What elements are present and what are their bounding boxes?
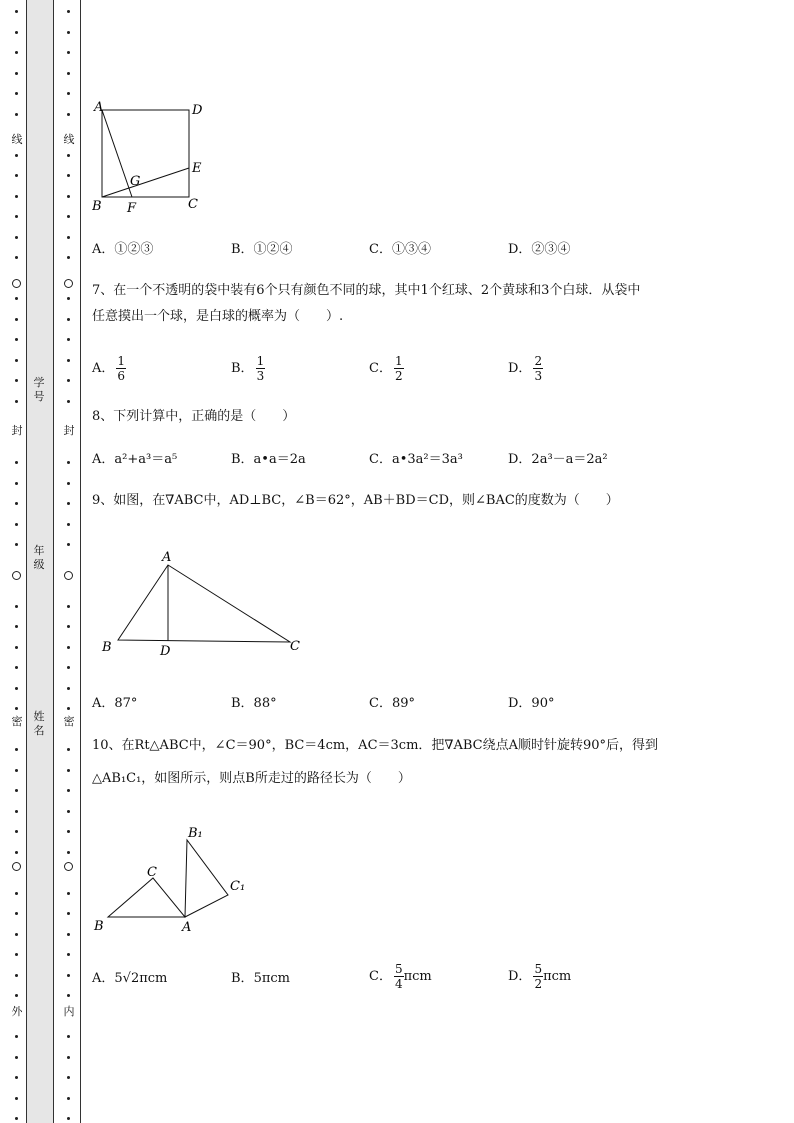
q9-label-b: B: [102, 640, 112, 655]
binding-dot: [15, 892, 18, 895]
binding-dot: [15, 1117, 18, 1120]
binding-dot: [67, 359, 70, 362]
binding-dot: [15, 810, 18, 813]
binding-dot: [67, 338, 70, 341]
q6-option-c[interactable]: C．①③④: [369, 242, 431, 257]
q10-stem-line1: 10、在Rt△ABC中，∠C＝90°，BC＝4cm，AC＝3cm．把∇ABC绕点A顺时针旋转90°后，得到: [92, 738, 659, 753]
q10-options: [92, 962, 772, 1002]
binding-dot: [67, 1056, 70, 1059]
binding-dot: [15, 236, 18, 239]
q10-label-c: C: [147, 865, 157, 880]
binding-dot: [15, 51, 18, 54]
left-label-xian: 线: [11, 133, 23, 146]
binding-dot: [67, 605, 70, 608]
q8-stem: 8、下列计算中，正确的是（ ）: [92, 409, 296, 424]
binding-dot: [67, 851, 70, 854]
binding-dot: [67, 482, 70, 485]
q8-option-a[interactable]: A．a²+a³＝a⁵: [92, 452, 178, 467]
binding-dot: [67, 113, 70, 116]
binding-dot: [67, 1097, 70, 1100]
binding-dot: [67, 195, 70, 198]
binding-dot: [67, 789, 70, 792]
binding-dot: [15, 338, 18, 341]
q9-label-c: C: [290, 639, 300, 654]
q7-stem-line1: 7、在一个不透明的袋中装有6个只有颜色不同的球，其中1个红球、2个黄球和3个白球．从袋中: [92, 283, 641, 298]
q6-label-d: D: [192, 103, 203, 118]
binding-dot: [15, 605, 18, 608]
binding-dot: [15, 933, 18, 936]
binding-dot: [15, 974, 18, 977]
binding-dot: [15, 789, 18, 792]
q6-label-c: C: [188, 197, 198, 212]
binding-dot: [15, 379, 18, 382]
q9-stem: 9、如图，在∇ABC中，AD⊥BC，∠B＝62°，AB＋BD＝CD，则∠BAC的度数为（ ）: [92, 493, 619, 508]
binding-dot: [67, 687, 70, 690]
student-id-label: 学 号: [33, 376, 45, 403]
left-label-wai: 外: [11, 1005, 23, 1018]
q6-label-a: A: [94, 100, 104, 115]
binding-dot: [67, 51, 70, 54]
q6-label-e: E: [192, 161, 202, 176]
binding-dot: [15, 769, 18, 772]
binding-dot: [15, 482, 18, 485]
exam-content: [92, 0, 782, 1123]
binding-dot: [15, 195, 18, 198]
binding-dot: [15, 256, 18, 259]
binding-dot: [67, 543, 70, 546]
binding-dot: [67, 707, 70, 710]
name-label: 姓 名: [33, 710, 45, 737]
left-dot-column: [10, 0, 24, 1123]
binding-dot: [15, 953, 18, 956]
q10-label-b1: B₁: [188, 826, 203, 841]
binding-dot: [67, 502, 70, 505]
q10-label-b: B: [94, 919, 104, 934]
binding-dot: [67, 830, 70, 833]
binding-dot: [15, 174, 18, 177]
q8-option-d[interactable]: D．2a³－a＝2a²: [508, 452, 608, 467]
binding-dot: [67, 461, 70, 464]
binding-dot: [15, 1056, 18, 1059]
binding-dot: [67, 1076, 70, 1079]
binding-hole-icon: [64, 279, 73, 288]
binding-dot: [15, 502, 18, 505]
binding-dot: [15, 543, 18, 546]
left-label-feng: 封: [11, 424, 23, 437]
right-dot-column: [62, 0, 76, 1123]
q9-option-d[interactable]: D．90°: [508, 696, 555, 711]
binding-dot: [67, 256, 70, 259]
binding-dot: [67, 1117, 70, 1120]
binding-dot: [15, 461, 18, 464]
binding-dot: [67, 1035, 70, 1038]
binding-dot: [67, 92, 70, 95]
binding-dot: [67, 666, 70, 669]
binding-dot: [67, 646, 70, 649]
binding-dot: [67, 318, 70, 321]
binding-hole-icon: [64, 571, 73, 580]
binding-dot: [67, 400, 70, 403]
binding-dot: [67, 10, 70, 13]
binding-dot: [15, 297, 18, 300]
binding-dot: [67, 953, 70, 956]
q7-options: [92, 350, 772, 390]
binding-dot: [15, 1097, 18, 1100]
binding-dot: [15, 215, 18, 218]
q10-option-c[interactable]: C． $\frac{5}{4}$ πcm: [369, 962, 432, 991]
q9-label-d: D: [160, 644, 171, 659]
binding-dot: [15, 92, 18, 95]
binding-hole-icon: [12, 279, 21, 288]
binding-dot: [15, 10, 18, 13]
binding-dot: [15, 523, 18, 526]
binding-dot: [67, 892, 70, 895]
binding-dot: [67, 912, 70, 915]
q6-label-f: F: [127, 201, 137, 216]
q6-options: [92, 238, 772, 268]
q10-stem-line2: △AB₁C₁，如图所示，则点B所走过的路径长为（ ）: [92, 771, 411, 786]
binding-dot: [67, 236, 70, 239]
binding-margin: [0, 0, 90, 1123]
q10-option-a[interactable]: A．5√2πcm: [92, 971, 168, 986]
grade-label: 年 级: [33, 544, 45, 571]
q10-rotation-figure: [92, 820, 262, 940]
q8-options: [92, 448, 772, 478]
binding-dot: [67, 769, 70, 772]
q6-label-b: B: [92, 199, 102, 214]
q10-label-c1: C₁: [230, 879, 246, 894]
binding-dot: [15, 1076, 18, 1079]
binding-dot: [67, 174, 70, 177]
q10-label-a: A: [182, 920, 192, 935]
q7-option-c[interactable]: C． $\frac{1}{2}$: [369, 354, 403, 383]
binding-dot: [15, 113, 18, 116]
q9-label-a: A: [162, 550, 172, 565]
q9-option-a[interactable]: A．87°: [92, 696, 138, 711]
binding-dot: [15, 646, 18, 649]
binding-dot: [67, 523, 70, 526]
binding-hole-icon: [12, 571, 21, 580]
binding-dot: [15, 400, 18, 403]
binding-dot: [15, 707, 18, 710]
q6-option-d[interactable]: D．②③④: [508, 242, 571, 257]
binding-dot: [15, 625, 18, 628]
binding-hole-icon: [64, 862, 73, 871]
left-label-mi: 密: [11, 715, 23, 728]
binding-dot: [15, 1035, 18, 1038]
binding-dot: [67, 297, 70, 300]
q8-option-c[interactable]: C．a•3a²＝3a³: [369, 452, 463, 467]
q8-option-b[interactable]: B．a•a＝2a: [231, 452, 306, 467]
q6-square-figure: [92, 98, 222, 218]
right-label-mi: 密: [63, 715, 75, 728]
binding-dot: [15, 359, 18, 362]
q9-option-c[interactable]: C．89°: [369, 696, 415, 711]
binding-dot: [67, 994, 70, 997]
q7-option-b[interactable]: B． $\frac{1}{3}$: [231, 354, 265, 383]
q10-option-b[interactable]: B．5πcm: [231, 971, 290, 986]
q6-option-a[interactable]: A．①②③: [92, 242, 154, 257]
binding-hole-icon: [12, 862, 21, 871]
binding-dot: [15, 851, 18, 854]
binding-dot: [67, 810, 70, 813]
binding-dot: [15, 318, 18, 321]
q9-option-b[interactable]: B．88°: [231, 696, 277, 711]
binding-dot: [67, 748, 70, 751]
q9-options: [92, 692, 772, 722]
q6-label-g: G: [130, 174, 141, 189]
binding-dot: [67, 974, 70, 977]
q7-option-d[interactable]: D． $\frac{2}{3}$: [508, 354, 543, 383]
q10-option-d[interactable]: D． $\frac{5}{2}$ πcm: [508, 962, 572, 991]
binding-dot: [67, 933, 70, 936]
right-label-xian: 线: [63, 133, 75, 146]
binding-dot: [15, 748, 18, 751]
right-label-nei: 内: [63, 1005, 75, 1018]
binding-dot: [15, 72, 18, 75]
binding-dot: [67, 154, 70, 157]
binding-dot: [67, 31, 70, 34]
q9-triangle-figure: [98, 545, 313, 660]
binding-dot: [15, 31, 18, 34]
binding-dot: [67, 625, 70, 628]
q6-option-b[interactable]: B．①②④: [231, 242, 293, 257]
q7-stem-line2: 任意摸出一个球，是白球的概率为（ ）.: [92, 309, 344, 324]
binding-dot: [15, 830, 18, 833]
binding-dot: [67, 72, 70, 75]
binding-dot: [15, 687, 18, 690]
binding-dot: [15, 666, 18, 669]
right-label-feng: 封: [63, 424, 75, 437]
margin-border-line: [80, 0, 81, 1123]
binding-dot: [67, 379, 70, 382]
binding-dot: [15, 994, 18, 997]
binding-dot: [15, 154, 18, 157]
binding-dot: [67, 215, 70, 218]
binding-dot: [15, 912, 18, 915]
q7-option-a[interactable]: A． $\frac{1}{6}$: [92, 354, 126, 383]
